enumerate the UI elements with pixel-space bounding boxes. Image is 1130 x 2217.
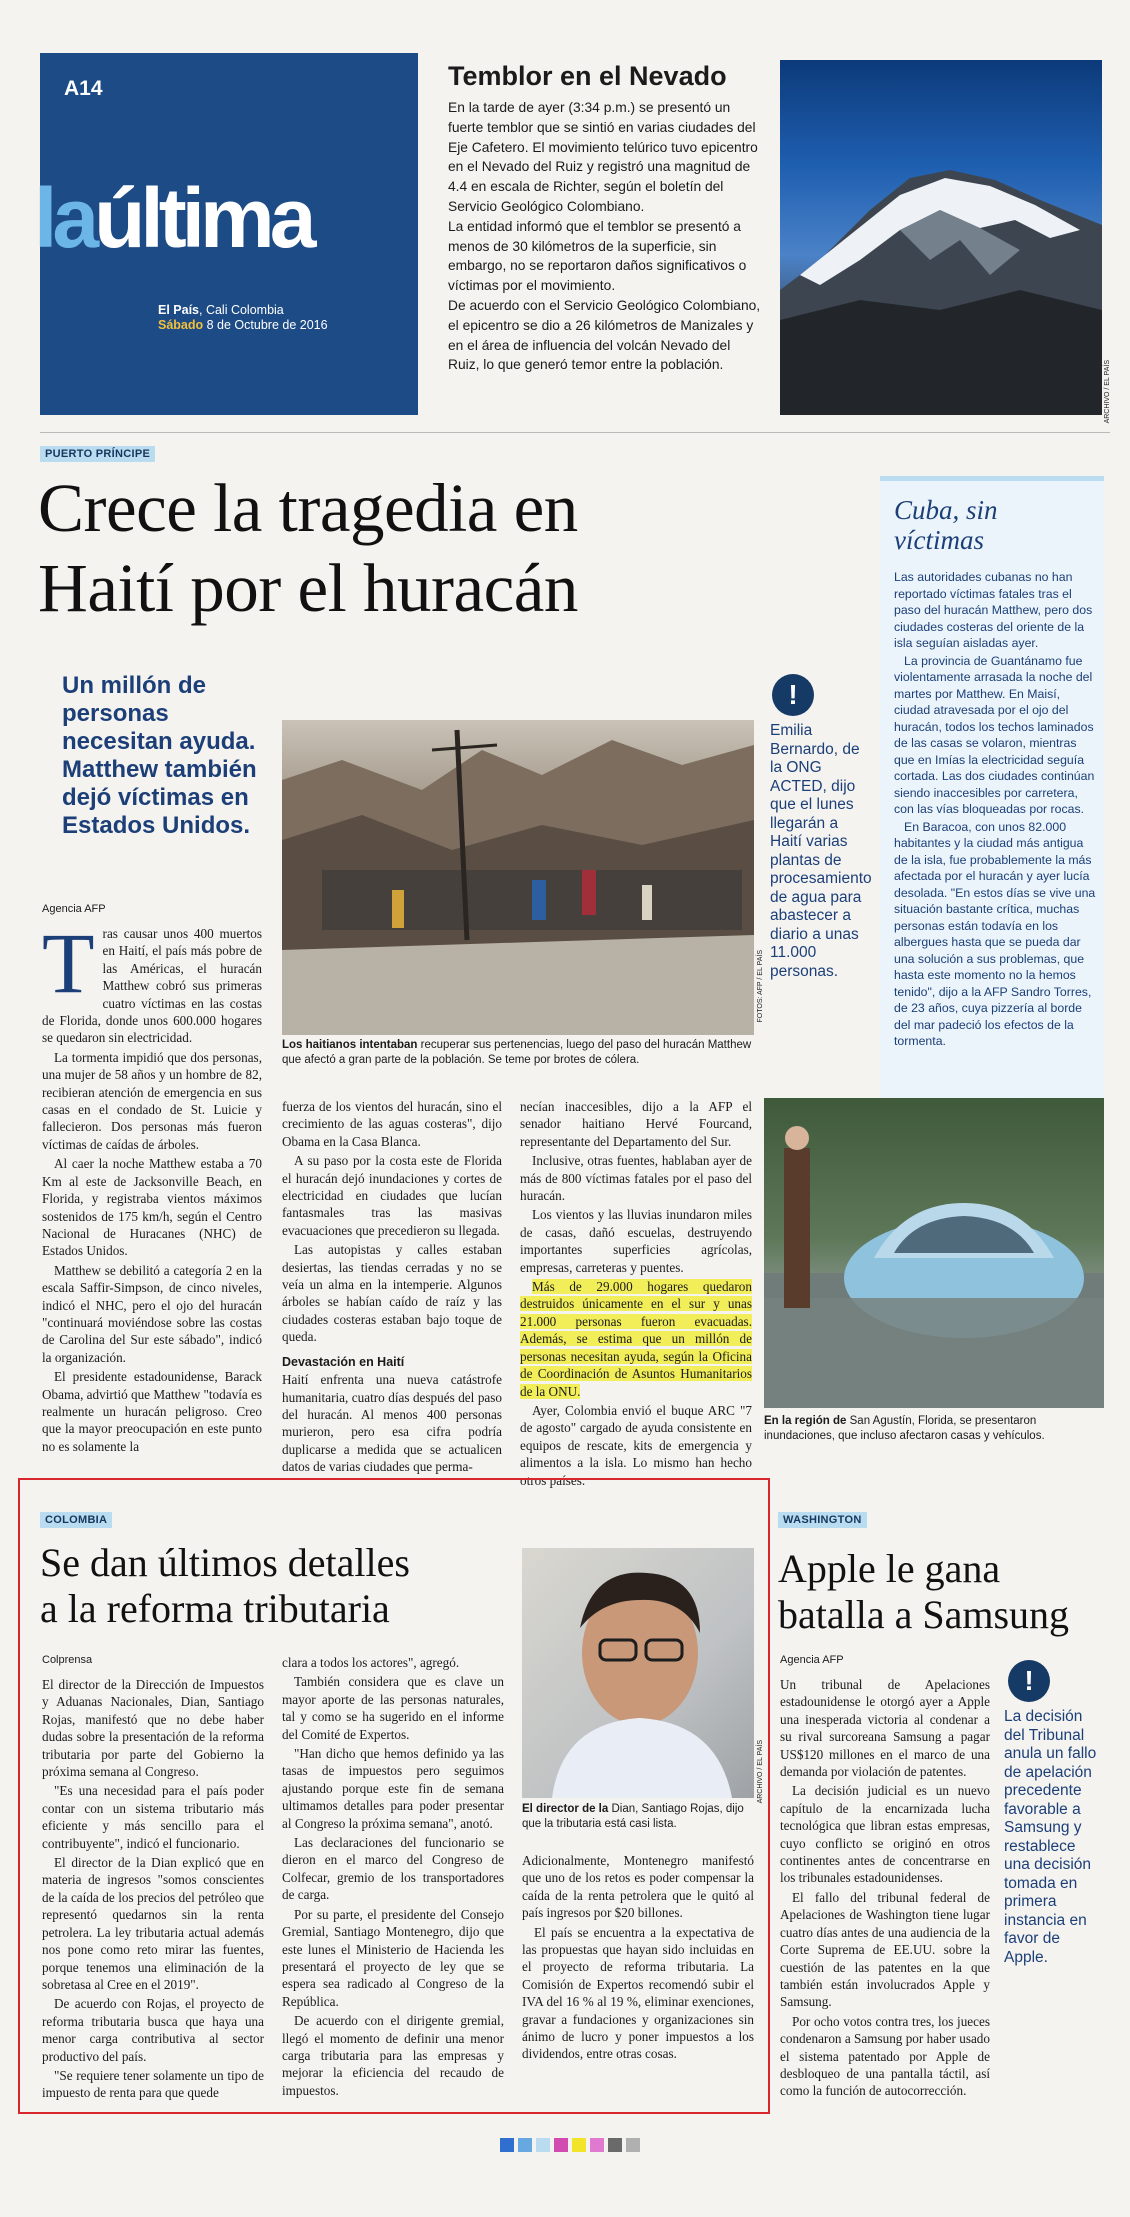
alert-icon: ! <box>1008 1660 1050 1702</box>
brief-paragraph: La entidad informó que el temblor se presentó a menos de 30 kilómetros de la superficie, sin embargo, no se reportaron daños significativos o víctimas por el movimiento. <box>448 218 747 294</box>
city: , Cali Colombia <box>199 303 284 317</box>
dropcap: T <box>42 915 95 1011</box>
cuba-title <box>880 481 1104 555</box>
portrait-photo <box>522 1548 754 1798</box>
apple-body <box>780 1676 990 2102</box>
flood-photo-caption <box>764 1414 1104 1444</box>
portrait-caption <box>522 1802 754 1832</box>
cuba-title-line: víctimas <box>894 525 984 555</box>
brief-paragraph: En la tarde de ayer (3:34 p.m.) se presentó un fuerte temblor que se sintió en varias ciudades del Eje Cafetero. El movimiento telúrico tuvo epicentro en el Nevado del Ruiz y registró una magnitud de 4.4 en escala de Richter, según el boletín del Servicio Geológico Colombiano. <box>448 100 758 214</box>
cuba-box <box>880 476 1104 1117</box>
haiti-column-1 <box>42 915 262 1457</box>
page-number: A14 <box>64 77 103 100</box>
color-swatch <box>536 2138 550 2152</box>
apple-paragraph: Por ocho votos contra tres, los jueces condenaron a Samsung por haber usado el sistema patentado por Apple de desbloqueo de una pantalla táctil, así como la función de autocorrección. <box>780 2013 990 2099</box>
color-swatch <box>572 2138 586 2152</box>
haiti-headline <box>38 468 578 628</box>
flood-photo <box>764 1098 1104 1408</box>
alert-icon: ! <box>772 674 814 716</box>
apple-headline-line: Apple le gana <box>778 1546 1001 1591</box>
haiti-paragraph: Matthew se debilitó a categoría 2 en la escala Saffir-Simpson, de cinco niveles, indicó el NHC, pero el ojo del huracán "continuará moviéndose sobre las costas de Carolina del Sur este sábado", indicó la organización. <box>42 1262 262 1365</box>
reforma-paragraph: El país se encuentra a la expectativa de las propuestas que hayan sido incluidas en el proyecto de reforma tributaria. La Comisión de Expertos recomendó subir el IVA del 16 % al 19 %, eliminar exenciones, gravar a fundaciones y organizaciones sin ánimo de lucro y poner impuestos a los dividendos, entre otras cosas. <box>522 1924 754 2062</box>
haiti-photo-caption <box>282 1038 754 1068</box>
person-icon <box>522 1548 754 1798</box>
date: 8 de Octubre de 2016 <box>203 318 328 332</box>
color-swatch <box>590 2138 604 2152</box>
haiti-paragraph: Haití enfrenta una nueva catástrofe humanitaria, cuatro días después del paso del huracán. Al menos 400 personas murieron, pero esa cifra podría duplicarse a medida que se actualicen datos de varias ciudades que perma- <box>282 1372 502 1475</box>
cuba-title-line: Cuba, sin <box>894 495 998 525</box>
day: Sábado <box>158 318 204 332</box>
reforma-column-2 <box>282 1654 504 2101</box>
color-swatch <box>518 2138 532 2152</box>
color-swatch <box>500 2138 514 2152</box>
reforma-paragraph: El director de la Dirección de Impuestos y Aduanas Nacionales, Dian, Santiago Rojas, manifestó que no debe haber dudas sobre la presentación de la reforma tributaria por parte del Gobierno la próxima semana al Congreso. <box>42 1677 264 1780</box>
color-bar <box>500 2138 640 2152</box>
caption-text: recuperar sus pertenencias, luego del paso del huracán Matthew que afectó a gran parte de la población. Se teme por brotes de cólera. <box>282 1039 752 1066</box>
reforma-paragraph: "Han dicho que hemos definido ya las tasas de impuestos pero seguimos ajustando porque este fin de semana ultimamos detalles para poder presentar al Congreso la próxima semana", anotó. <box>282 1746 504 1831</box>
masthead-date <box>158 303 328 333</box>
reforma-byline: Colprensa <box>42 1654 93 1666</box>
apple-byline: Agencia AFP <box>780 1654 844 1666</box>
rubble-icon <box>282 720 754 1035</box>
masthead <box>34 53 418 415</box>
reforma-paragraph: De acuerdo con Rojas, el proyecto de reforma tributaria busca que haya una menor carga contributiva al sector productivo del país. <box>42 1996 264 2064</box>
cuba-body <box>880 555 1104 1050</box>
section-name-rest: última <box>94 171 312 265</box>
cuba-paragraph: La provincia de Guantánamo fue violentamente arrasada la noche del martes por Matthew. En Maisí, ciudad atravesada por el ojo del huracán, todos los techos laminados de las casas se volaron, mientras que en Imías la electricidad seguía cortada. Las dos ciudades continúan siendo inaccesibles por carretera, con las vías bloqueadas por rocas. <box>894 653 1095 816</box>
caption-lead: Los haitianos intentaban <box>282 1039 418 1051</box>
reforma-headline <box>40 1540 410 1632</box>
apple-callout: La decisión del Tribunal anula un fallo de apelación precedente favorable a Samsung y restablece una decisión tomada en primera instancia en favor de Apple. <box>1004 1708 1097 1966</box>
car-icon <box>764 1098 1104 1408</box>
brief <box>448 60 763 375</box>
reforma-headline-line: a la reforma tributaria <box>40 1586 390 1631</box>
reforma-paragraph: "Es una necesidad para el país poder contar con un sistema tributario más eficiente y más sencillo para el contribuyente", indicó el funcionario. <box>42 1783 264 1851</box>
reforma-paragraph: Por su parte, el presidente del Consejo Gremial, Santiago Montenegro, dijo que este lunes el Ministerio de Hacienda les presentará el proyecto de ley que se espera sea radicado al Congreso de la República. <box>282 1906 504 2009</box>
color-swatch <box>626 2138 640 2152</box>
caption-lead: El director de la <box>522 1803 609 1815</box>
haiti-paragraph-highlight <box>520 1278 752 1400</box>
reforma-paragraph: "Se requiere tener solamente un tipo de impuesto de renta para que quede <box>42 2067 264 2101</box>
haiti-paragraph: A su paso por la costa este de Florida el huracán dejó inundaciones y cortes de electricidad en ciudades que lucían fantasmales tras las masivas evacuaciones que precedieron su llegada. <box>282 1153 502 1238</box>
haiti-byline: Agencia AFP <box>42 903 106 915</box>
cuba-paragraph: Las autoridades cubanas no han reportado víctimas fatales tras el paso del huracán Matthew, pero dos ciudades costeras del oriente de la isla seguían aisladas ayer. <box>894 570 1093 650</box>
reforma-kicker: COLOMBIA <box>40 1512 112 1528</box>
volcano-icon <box>780 60 1102 415</box>
section-name <box>34 173 311 263</box>
reforma-column-3 <box>522 1852 754 2065</box>
apple-paragraph: Un tribunal de Apelaciones estadounidense le otorgó ayer a Apple una inesperada victoria al condenar a su rival surcoreana Samsung a pagar US$120 millones en el marco de una demanda por violación de patentes. <box>780 1677 990 1780</box>
haiti-paragraph: necían inaccesibles, dijo a la AFP el senador haitiano Hervé Fourcand, representante del Departamento del Sur. <box>520 1099 752 1149</box>
apple-headline <box>778 1546 1069 1638</box>
reforma-paragraph: Las declaraciones del funcionario se dieron en el marco del Congreso de Colfecar, gremio de los transportadores de carga. <box>282 1835 504 1903</box>
caption-text: Dian, Santiago Rojas, dijo que la tributaria está casi lista. <box>522 1803 744 1830</box>
haiti-paragraph: Al caer la noche Matthew estaba a 70 Km al este de Jacksonville Beach, en Florida, y registraba vientos máximos sostenidos de 175 km/h, según el Centro Nacional de Huracanes (NHC) de Estados Unidos. <box>42 1156 262 1259</box>
haiti-photo-credit: FOTOS: AFP / EL PAÍS <box>757 950 764 1023</box>
reforma-headline-line: Se dan últimos detalles <box>40 1540 410 1585</box>
reforma-paragraph: Adicionalmente, Montenegro manifestó que uno de los retos es poder compensar la caída de la renta petrolera que le quitó al país ingresos por $20 billones. <box>522 1853 754 1921</box>
haiti-lead: ras causar unos 400 muertos en Haití, el país más pobre de las Américas, el huracán Matthew cobró sus primeras cuatro víctimas en las costas de Florida, donde unos 600.000 hogares se quedaron sin electricidad. <box>42 926 262 1046</box>
color-swatch <box>608 2138 622 2152</box>
haiti-paragraph: La tormenta impidió que dos personas, una mujer de 58 años y un hombre de 82, recibieran atención de emergencia en sus casas en el condado de St. Luicie y fallecieron. Dos personas más fueron víctimas de caídas de árboles. <box>42 1049 262 1152</box>
haiti-column-2 <box>282 1098 502 1478</box>
haiti-column-3 <box>520 1098 752 1491</box>
section-name-la: la <box>34 171 95 265</box>
reforma-paragraph: clara a todos los actores", agregó. <box>282 1655 460 1670</box>
haiti-paragraph: El presidente estadounidense, Barack Obama, advirtió que Matthew "todavía es realmente un huracán peligroso. Creo que la mayor preocupación en este punto no es solamente la <box>42 1369 262 1454</box>
portrait-photo-credit: ARCHIVO / EL PAÍS <box>757 1740 764 1804</box>
caption-text: San Agustín, Florida, se presentaron inundaciones, que incluso afectaron casas y vehículos. <box>764 1415 1045 1442</box>
caption-lead: En la región de <box>764 1415 847 1427</box>
haiti-headline-line: Haití por el huracán <box>38 550 578 626</box>
haiti-kicker: PUERTO PRÍNCIPE <box>40 446 155 462</box>
brief-paragraph: De acuerdo con el Servicio Geológico Colombiano, el epicentro se dio a 26 kilómetros de Manizales y en el área de influencia del volcán Nevado del Ruiz, lo que generó temor entre la población. <box>448 297 761 373</box>
cuba-paragraph: En Baracoa, con unos 82.000 habitantes y la ciudad más antigua de la isla, fue probablemente la más afectada por el huracán y ayer lucía desolada. "En estos días se vive una situación bastante crítica, muchas personas están todavía en los albergues hasta que se pueda dar una solución a sus problemas, que hasta este momento no la hemos tenido", dijo a la AFP Sandro Torres, de 23 años, cuya pizzería al borde del mar padeció los efectos de la tormenta. <box>894 819 1096 1048</box>
haiti-headline-line: Crece la tragedia en <box>38 470 578 546</box>
haiti-paragraph: Ayer, Colombia envió el buque ARC "7 de agosto" cargado de ayuda consistente en equipos de rescate, kits de emergencia y alimentos a la isla. Lo mismo han hecho otros países. <box>520 1402 752 1488</box>
apple-paragraph: El fallo del tribunal federal de Apelaciones de Washington tiene lugar cuatro días antes de una audiencia de la Corte Suprema de EE.UU. sobre la cuestión de las patentes en la que también están involucrados Apple y Samsung. <box>780 1889 990 2010</box>
publisher: El País <box>158 303 199 317</box>
reforma-paragraph: De acuerdo con el dirigente gremial, llegó el momento de definir una menor carga tributaria para las empresas y mejorar la eficiencia del recaudo de impuestos. <box>282 2013 504 2098</box>
apple-paragraph: La decisión judicial es un nuevo capítulo de la encarnizada lucha tecnológica que libran estas empresas, cuyo conflicto se originó en otros continentes antes de concentrarse en los tribunales estadounidenses. <box>780 1783 990 1886</box>
apple-kicker: WASHINGTON <box>778 1512 867 1528</box>
haiti-callout: Emilia Bernardo, de la ONG ACTED, dijo que el lunes llegarán a Haití varias plantas de procesamiento de agua para abastecer a diario a unas 11.000 personas. <box>770 722 872 980</box>
haiti-paragraph: fuerza de los vientos del huracán, sino el crecimiento de las aguas costeras", dijo Obama en la Casa Blanca. <box>282 1099 502 1149</box>
haiti-deck: Un millón de personas necesitan ayuda. Matthew también dejó víctimas en Estados Unidos. <box>62 672 257 839</box>
divider <box>40 432 1110 433</box>
reforma-paragraph: El director de la Dian explicó que en materia de ingresos "somos conscientes de la caída de los precios del petróleo que representó quedarnos sin la renta petrolera. La ley tributaria actual además nos pone como reto mirar las fuentes, porque tenemos una eliminación de la sobretasa al Cree en el 2019". <box>42 1855 264 1992</box>
reforma-paragraph: También considera que es clave un mayor aporte de las personas naturales, tal y como se ha sugerido en el informe del Comité de Expertos. <box>282 1674 504 1742</box>
highlight-text: Más de 29.000 hogares quedaron destruidos únicamente en el sur y unas 21.000 personas fueron evacuadas. Además, se estima que un millón de personas necesitan ayuda, según la Oficina de Coordinación de Asuntos Humanitarios de la ONU. <box>520 1279 752 1399</box>
haiti-paragraph: Las autopistas y calles estaban desiertas, las tiendas cerradas y no se veía un alma en la intemperie. Algunos árboles se habían caído de raíz y las ciudades costeras estaban bajo toque de queda. <box>282 1242 502 1345</box>
reforma-column-1 <box>42 1676 264 2104</box>
brief-body <box>448 98 763 375</box>
haiti-paragraph: Inclusive, otras fuentes, hablaban ayer de más de 800 víctimas fatales por el paso del huracán. <box>520 1153 752 1204</box>
apple-headline-line: batalla a Samsung <box>778 1592 1070 1637</box>
haiti-subhead: Devastación en Haití <box>282 1354 405 1369</box>
haiti-photo <box>282 720 754 1035</box>
color-swatch <box>554 2138 568 2152</box>
volcano-photo <box>780 60 1102 415</box>
brief-title: Temblor en el Nevado <box>448 61 727 91</box>
haiti-paragraph: Los vientos y las lluvias inundaron miles de casas, dañó escuelas, destruyendo importantes superficies agrícolas, empresas, carreteras y puentes. <box>520 1207 752 1275</box>
brief-photo-credit: ARCHIVO / EL PAÍS <box>1104 360 1111 424</box>
